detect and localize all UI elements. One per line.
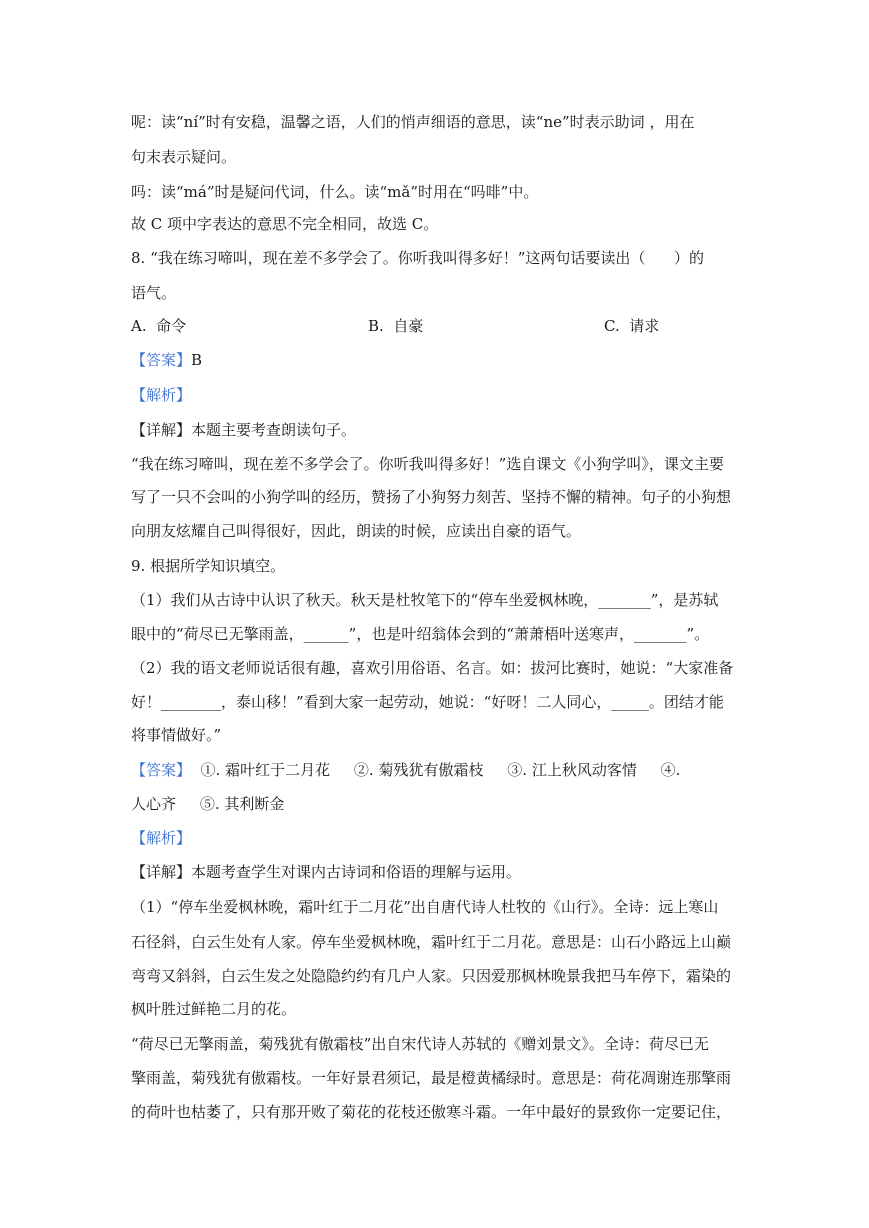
- explanation-line: 弯弯又斜斜，白云生发之处隐隐约约有几户人家。只因爱那枫林晚景我把马车停下，霜染的: [131, 967, 732, 985]
- text-line: 故 C 项中字表达的意思不完全相同，故选 C。: [131, 215, 439, 233]
- answer-row: [131, 760, 680, 780]
- answer-tag: 【答案】: [131, 351, 192, 369]
- question-8-stem: 8. “我在练习啼叫，现在差不多学会了。你听我叫得多好！”这两句话要读出（ ）的: [131, 249, 705, 267]
- text-line: 句末表示疑问。: [131, 148, 237, 166]
- question-9-line: 好！________，泰山移！”看到大家一起劳动，她说：“好呀！二人同心，_____。团结才能: [131, 693, 724, 711]
- option-a: A. 命令: [131, 317, 187, 335]
- explanation-line: 石径斜，白云生处有人家。停车坐爱枫林晚，霜叶红于二月花。意思是：山石小路远上山巅: [131, 933, 732, 951]
- detail-tag: 【详解】: [131, 421, 192, 439]
- detail-row: [131, 862, 521, 882]
- text-line: 吗：读“má”时是疑问代词，什么。读“mǎ”时用在“吗啡”中。: [131, 183, 539, 201]
- question-9-line: 眼中的“荷尽已无擎雨盖，______”，也是叶绍翁体会到的“萧萧梧叶送寒声，_______”。: [131, 625, 710, 643]
- explanation-line: “我在练习啼叫，现在差不多学会了。你听我叫得多好！”选自课文《小狗学叫》，课文主要: [131, 455, 724, 473]
- question-9-line: （1）我们从古诗中认识了秋天。秋天是杜牧笔下的“停车坐爱枫林晚，_______”，是苏轼: [131, 591, 719, 609]
- option-c: C. 请求: [604, 317, 660, 335]
- answer-row-cont: 人心齐 ⑤. 其利断金: [131, 795, 285, 813]
- question-9-line: 将事情做好。”: [131, 726, 222, 744]
- answer-value: B: [191, 351, 203, 369]
- detail-text: 本题考查学生对课内古诗词和俗语的理解与运用。: [191, 863, 522, 881]
- question-8-stem-cont: 语气。: [131, 284, 177, 302]
- analysis-tag: 【解析】: [131, 386, 192, 404]
- question-9-stem: 9. 根据所学知识填空。: [131, 557, 286, 575]
- explanation-line: 写了一只不会叫的小狗学叫的经历，赞扬了小狗努力刻苦、坚持不懈的精神。句子的小狗想: [131, 488, 732, 506]
- answer-tag: 【答案】: [131, 761, 192, 779]
- answer-row: [131, 350, 202, 370]
- explanation-line: “荷尽已无擎雨盖，菊残犹有傲霜枝”出自宋代诗人苏轼的《赠刘景文》。全诗：荷尽已无: [131, 1035, 709, 1053]
- detail-tag: 【详解】: [131, 863, 192, 881]
- explanation-line: （1）“停车坐爱枫林晚，霜叶红于二月花”出自唐代诗人杜牧的《山行》。全诗：远上寒山: [131, 898, 719, 916]
- analysis-tag: 【解析】: [131, 829, 192, 847]
- detail-text: 本题主要考查朗读句子。: [191, 421, 357, 439]
- question-9-line: （2）我的语文老师说话很有趣，喜欢引用俗语、名言。如：拔河比赛时，她说：“大家准备: [131, 659, 734, 677]
- explanation-line: 的荷叶也枯萎了，只有那开败了菊花的花枝还傲寒斗霜。一年中最好的景致你一定要记住，: [131, 1103, 732, 1121]
- option-b: B. 自豪: [368, 317, 424, 335]
- answer-value: ①. 霜叶红于二月花 ②. 菊残犹有傲霜枝 ③. 江上秋风动客情 ④.: [191, 761, 681, 779]
- explanation-line: 枫叶胜过鲜艳二月的花。: [131, 1000, 297, 1018]
- text-line: 呢：读“ní”时有安稳，温馨之语，人们的悄声细语的意思，读“ne”时表示助词 ，用在: [131, 113, 695, 131]
- detail-row: [131, 420, 356, 440]
- explanation-line: 向朋友炫耀自己叫得很好，因此，朗读的时候，应读出自豪的语气。: [131, 522, 582, 540]
- explanation-line: 擎雨盖，菊残犹有傲霜枝。一年好景君须记，最是橙黄橘绿时。意思是：荷花凋谢连那擎雨: [131, 1069, 732, 1087]
